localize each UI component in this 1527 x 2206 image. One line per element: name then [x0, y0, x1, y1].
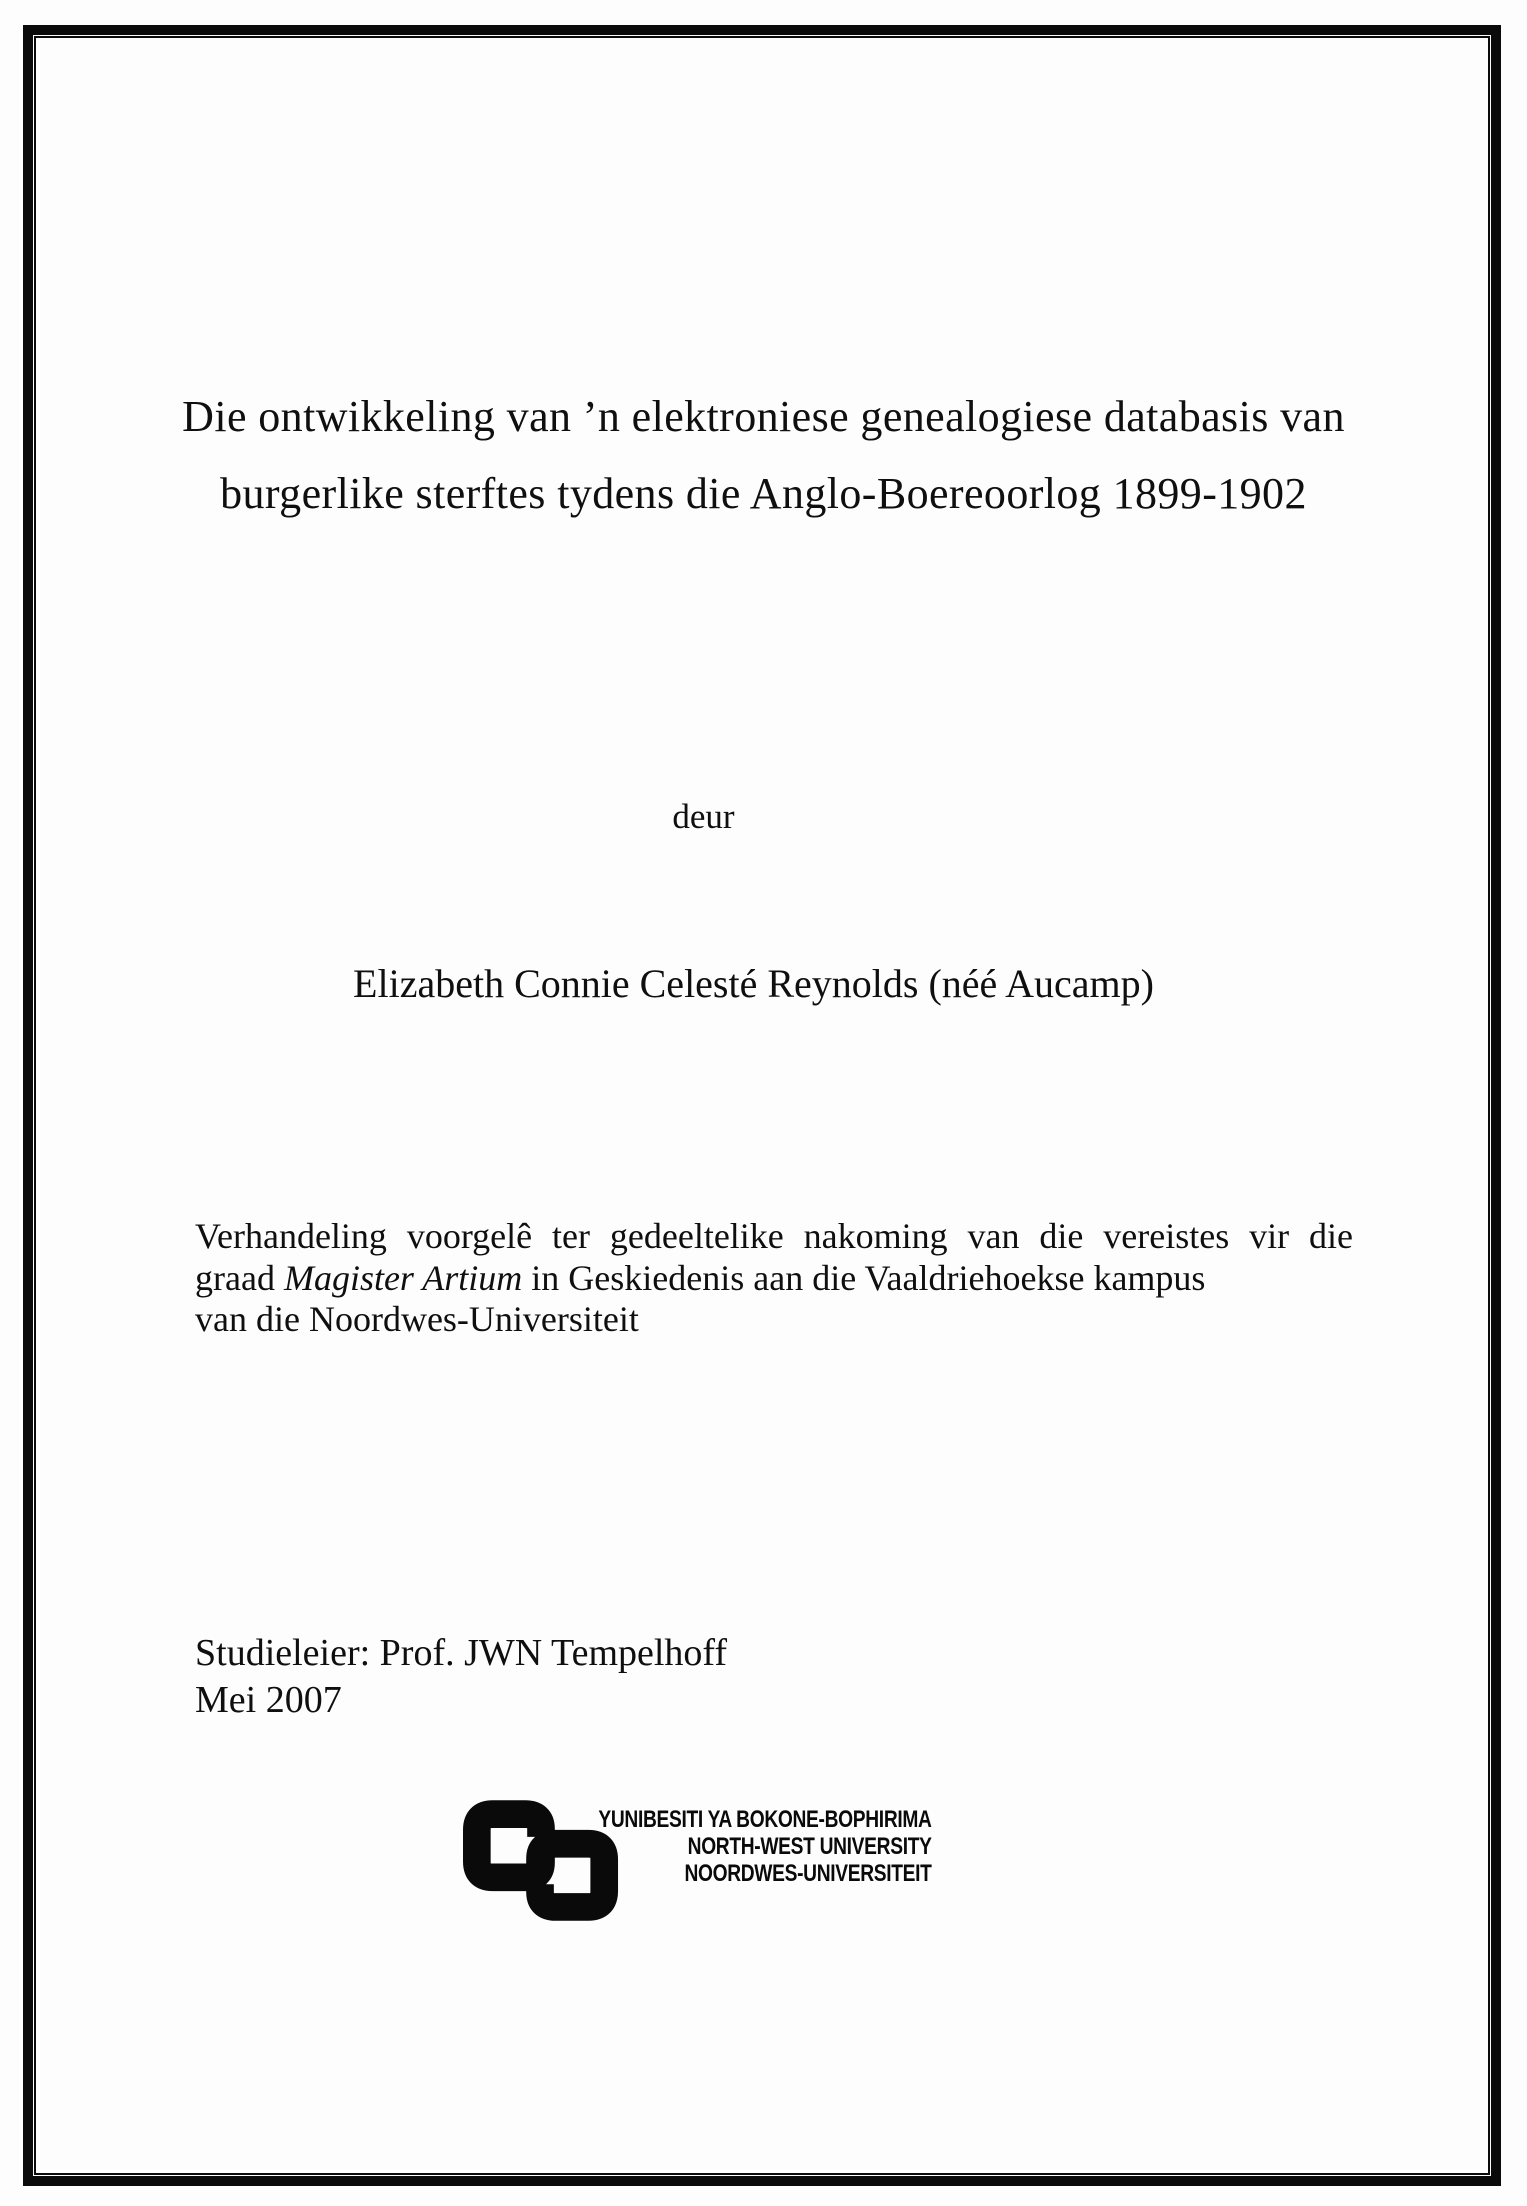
logo-text-afrikaans: NOORDWES-UNIVERSITEIT [684, 1860, 932, 1887]
logo-text-setswana: YUNIBESITI YA BOKONE-BOPHIRIMA [598, 1806, 932, 1833]
logo-text-english: NORTH-WEST UNIVERSITY [687, 1833, 932, 1860]
thesis-title-line1: Die ontwikkeling van ’n elektroniese genealogiese databasis van [182, 392, 1345, 441]
university-logo [463, 1800, 1103, 1950]
university-logo-text [562, 1806, 932, 1887]
degree-statement [195, 1216, 1353, 1341]
degree-line2-prefix: graad [195, 1257, 284, 1298]
degree-statement-line3: van die Noordwes-Universiteit [195, 1299, 639, 1339]
degree-statement-line1: Verhandeling voorgelê ter gedeeltelike nakoming van die vereistes vir die [195, 1216, 1353, 1256]
supervisor-block [195, 1630, 727, 1724]
degree-line2-suffix: in Geskiedenis aan die Vaaldriehoekse kampus [522, 1257, 1206, 1298]
date-line: Mei 2007 [195, 1679, 342, 1721]
degree-name-italic: Magister Artium [283, 1257, 523, 1298]
author-name: Elizabeth Connie Celesté Reynolds (néé Aucamp) [353, 961, 1154, 1006]
degree-statement-line2 [195, 1258, 1353, 1300]
thesis-title-line2: burgerlike sterftes tydens die Anglo-Boereoorlog 1899-1902 [220, 469, 1307, 518]
supervisor-line: Studieleier: Prof. JWN Tempelhoff [195, 1632, 728, 1674]
byline-deur: deur [672, 797, 735, 836]
thesis-title [60, 378, 1467, 532]
